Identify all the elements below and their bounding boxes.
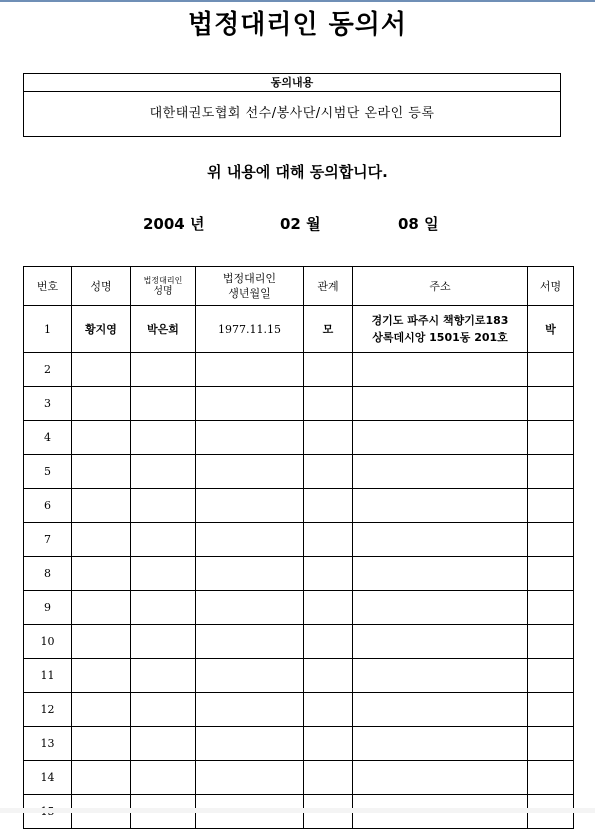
row-signature[interactable] <box>528 693 574 727</box>
row-guardian-name[interactable] <box>131 421 196 455</box>
table-row <box>24 306 574 353</box>
row-guardian-name[interactable] <box>131 591 196 625</box>
row-number: 10 <box>24 625 72 659</box>
header-guardian-name-line2: 성명 <box>153 286 173 297</box>
header-signature: 서명 <box>528 267 574 306</box>
row-signature[interactable] <box>528 523 574 557</box>
table-row <box>24 557 574 591</box>
row-address[interactable] <box>353 455 528 489</box>
date-month-value: 02 <box>280 215 301 233</box>
document-title: 법정대리인 동의서 <box>188 10 407 40</box>
row-guardian-birth[interactable] <box>196 421 304 455</box>
row-signature[interactable]: 박 <box>528 306 574 353</box>
row-guardian-birth[interactable] <box>196 693 304 727</box>
row-address[interactable] <box>353 659 528 693</box>
row-guardian-name[interactable] <box>131 761 196 795</box>
row-signature[interactable] <box>528 387 574 421</box>
row-address[interactable] <box>353 489 528 523</box>
table-row <box>24 353 574 387</box>
header-guardian-birth-line1: 법정대리인 <box>222 272 277 285</box>
consent-box <box>23 73 561 137</box>
row-guardian-name[interactable] <box>131 523 196 557</box>
row-relation[interactable] <box>304 659 353 693</box>
row-guardian-birth[interactable] <box>196 591 304 625</box>
row-guardian-birth[interactable] <box>196 625 304 659</box>
row-guardian-birth[interactable] <box>196 659 304 693</box>
row-address[interactable] <box>353 523 528 557</box>
header-address: 주소 <box>353 267 528 306</box>
row-guardian-name[interactable] <box>131 557 196 591</box>
row-number: 9 <box>24 591 72 625</box>
row-guardian-birth[interactable] <box>196 353 304 387</box>
header-number: 번호 <box>24 267 72 306</box>
row-number: 14 <box>24 761 72 795</box>
table-row <box>24 591 574 625</box>
row-signature[interactable] <box>528 489 574 523</box>
row-guardian-birth[interactable] <box>196 557 304 591</box>
row-guardian-name[interactable] <box>131 625 196 659</box>
row-name[interactable] <box>72 761 131 795</box>
header-relation: 관계 <box>304 267 353 306</box>
row-guardian-birth[interactable]: 1977.11.15 <box>196 306 304 353</box>
row-relation[interactable] <box>304 591 353 625</box>
row-number: 12 <box>24 693 72 727</box>
row-signature[interactable] <box>528 353 574 387</box>
row-guardian-name[interactable] <box>131 489 196 523</box>
row-name[interactable] <box>72 625 131 659</box>
date-month <box>280 213 321 234</box>
table-row <box>24 523 574 557</box>
row-address[interactable] <box>353 761 528 795</box>
row-number: 5 <box>24 455 72 489</box>
row-guardian-name[interactable] <box>131 455 196 489</box>
row-name[interactable] <box>72 387 131 421</box>
row-address-line1: 경기도 파주시 책향기로183 <box>371 314 509 327</box>
table-row <box>24 659 574 693</box>
row-address-line2: 상록데시앙 1501동 201호 <box>372 331 508 344</box>
row-number: 11 <box>24 659 72 693</box>
consent-body: 대한태권도협회 선수/봉사단/시범단 온라인 등록 <box>149 106 435 121</box>
date-day <box>398 213 439 234</box>
row-number: 6 <box>24 489 72 523</box>
row-signature[interactable] <box>528 727 574 761</box>
row-relation[interactable] <box>304 523 353 557</box>
row-address[interactable] <box>353 421 528 455</box>
row-guardian-birth[interactable] <box>196 523 304 557</box>
table-row <box>24 727 574 761</box>
row-name[interactable] <box>72 591 131 625</box>
date-day-value: 08 <box>398 215 419 233</box>
row-name[interactable] <box>72 489 131 523</box>
row-address[interactable] <box>353 693 528 727</box>
row-guardian-birth[interactable] <box>196 727 304 761</box>
row-relation[interactable] <box>304 727 353 761</box>
consent-header: 동의내용 <box>24 74 560 92</box>
row-guardian-name[interactable] <box>131 387 196 421</box>
header-guardian-name-line1: 법정대리인 <box>143 276 183 285</box>
row-name[interactable] <box>72 421 131 455</box>
row-guardian-birth[interactable] <box>196 455 304 489</box>
row-signature[interactable] <box>528 591 574 625</box>
row-guardian-name[interactable] <box>131 353 196 387</box>
date-month-unit: 월 <box>306 215 321 233</box>
row-guardian-name[interactable] <box>131 693 196 727</box>
row-address[interactable] <box>353 625 528 659</box>
header-guardian-name <box>131 267 196 306</box>
date-year-unit: 년 <box>189 215 205 233</box>
row-name[interactable] <box>72 727 131 761</box>
table-row <box>24 489 574 523</box>
row-signature[interactable] <box>528 761 574 795</box>
row-guardian-name[interactable]: 박은희 <box>131 306 196 353</box>
row-name[interactable] <box>72 523 131 557</box>
header-guardian-birth <box>196 267 304 306</box>
row-signature[interactable] <box>528 557 574 591</box>
row-number: 13 <box>24 727 72 761</box>
row-name[interactable] <box>72 693 131 727</box>
row-address[interactable] <box>353 727 528 761</box>
row-name[interactable] <box>72 557 131 591</box>
row-relation[interactable] <box>304 489 353 523</box>
row-guardian-birth[interactable] <box>196 489 304 523</box>
row-relation[interactable]: 모 <box>304 306 353 353</box>
row-name[interactable]: 황지영 <box>72 306 131 353</box>
row-signature[interactable] <box>528 455 574 489</box>
row-guardian-birth[interactable] <box>196 761 304 795</box>
row-name[interactable] <box>72 353 131 387</box>
row-guardian-name[interactable] <box>131 727 196 761</box>
row-guardian-name[interactable] <box>131 659 196 693</box>
date-year <box>143 213 204 234</box>
row-signature[interactable] <box>528 421 574 455</box>
top-border-line <box>0 0 595 2</box>
table-row <box>24 761 574 795</box>
row-relation[interactable] <box>304 421 353 455</box>
row-number: 3 <box>24 387 72 421</box>
row-relation[interactable] <box>304 625 353 659</box>
row-number: 4 <box>24 421 72 455</box>
table-header-row <box>24 267 574 306</box>
row-number: 7 <box>24 523 72 557</box>
page-bottom-edge <box>0 808 595 813</box>
row-address[interactable] <box>353 387 528 421</box>
registration-table <box>23 266 574 829</box>
agree-statement: 위 내용에 대해 동의합니다. <box>207 163 388 181</box>
row-relation[interactable] <box>304 557 353 591</box>
row-signature[interactable] <box>528 625 574 659</box>
row-address[interactable] <box>353 306 528 353</box>
date-day-unit: 일 <box>424 215 439 233</box>
row-relation[interactable] <box>304 761 353 795</box>
row-guardian-birth[interactable] <box>196 387 304 421</box>
row-number: 1 <box>24 306 72 353</box>
date-year-value: 2004 <box>143 215 185 233</box>
row-number: 2 <box>24 353 72 387</box>
header-guardian-birth-line2: 생년월일 <box>228 287 271 300</box>
table-row <box>24 693 574 727</box>
row-relation[interactable] <box>304 455 353 489</box>
row-name[interactable] <box>72 659 131 693</box>
row-signature[interactable] <box>528 659 574 693</box>
row-address[interactable] <box>353 557 528 591</box>
table-row <box>24 625 574 659</box>
row-number: 8 <box>24 557 72 591</box>
row-relation[interactable] <box>304 353 353 387</box>
row-relation[interactable] <box>304 387 353 421</box>
row-address[interactable] <box>353 353 528 387</box>
row-relation[interactable] <box>304 693 353 727</box>
row-name[interactable] <box>72 455 131 489</box>
table-row <box>24 387 574 421</box>
row-address[interactable] <box>353 591 528 625</box>
header-name: 성명 <box>72 267 131 306</box>
table-row <box>24 421 574 455</box>
table-row <box>24 455 574 489</box>
